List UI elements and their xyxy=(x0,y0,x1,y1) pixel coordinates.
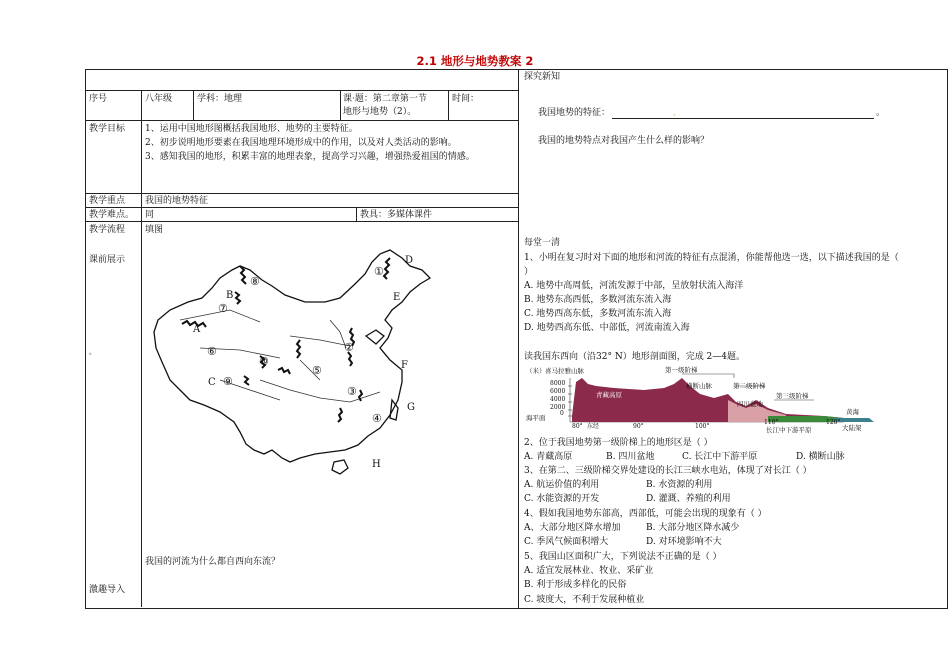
question-2: 2、位于我国地势第一级阶梯上的地形区是（ ） xyxy=(524,438,713,448)
row-divider xyxy=(85,120,518,121)
seq-label: 序号 xyxy=(89,94,108,104)
feature-question: 我国地势的特征： xyxy=(538,108,611,118)
topic-line1: 课·题：第二章第一节 xyxy=(343,94,427,104)
map-label-F: F xyxy=(401,360,408,371)
q4-option-b: B. 大部分地区降水减少 xyxy=(646,523,740,533)
profile-lon-90: 90° xyxy=(633,423,644,430)
section-preview: 课前展示 xyxy=(89,255,126,265)
question-1: 1、小明在复习时对下面的地形和河流的特征有点混淆，你能帮他选一选，以下描述我国的是（ xyxy=(524,253,899,263)
profile-peak-label: 喜马拉雅山脉 xyxy=(545,367,584,375)
flow-label: 教学流程 xyxy=(89,225,126,235)
feature-answer-line xyxy=(612,118,874,119)
china-outline-map xyxy=(140,240,440,490)
river-question: 我国的河流为什么都自西向东流？ xyxy=(145,557,281,567)
profile-lon-110: 110° xyxy=(764,419,779,426)
section-intro: 激趣导入 xyxy=(89,585,126,595)
objective-1: 1、运用中国地形图概括我国地形、地势的主要特征。 xyxy=(145,124,358,134)
q5-option-c: C. 坡度大，不利于发展种植业 xyxy=(524,595,645,605)
key-point-label: 教学重点 xyxy=(89,196,126,206)
profile-yellow-sea: 黄海 xyxy=(846,408,859,416)
map-number-4: ④ xyxy=(372,412,382,425)
subject: 学科：地理 xyxy=(197,94,243,104)
profile-height-2000: 2000 xyxy=(550,404,566,411)
profile-intro: 读我国东西向（沿32° N）地形剖面图，完成 2—4题。 xyxy=(524,352,746,362)
map-label-B: B xyxy=(226,290,234,301)
map-number-2: ② xyxy=(344,341,354,354)
explore-heading: 探究新知 xyxy=(524,72,561,82)
profile-height-8000: 8000 xyxy=(550,380,566,387)
cell-divider xyxy=(193,90,194,120)
profile-step2: 第二级阶梯 xyxy=(733,382,766,390)
map-number-8: ⑧ xyxy=(250,275,260,288)
profile-nanjing: 南京 xyxy=(790,405,803,413)
objectives-label: 教学目标 xyxy=(89,124,126,134)
q3-option-c: C. 水能资源的开发 xyxy=(524,494,600,504)
grade: 八年级 xyxy=(145,94,173,104)
map-label-H: H xyxy=(372,459,381,470)
question-4: 4、假如我国地势东部高，西部低，可能会出现的现象有（ ） xyxy=(524,509,767,519)
q5-option-a: A. 适宜发展林业、牧业、采矿业 xyxy=(524,566,654,576)
key-point-value: 我国的地势特征 xyxy=(145,196,209,206)
q1-option-b: B. 地势东高西低，多数河流东流入海 xyxy=(524,295,672,305)
dot-mark: 。 xyxy=(89,348,96,356)
q4-option-a: A、大部分地区降水增加 xyxy=(524,523,621,533)
map-number-6: ⑥ xyxy=(207,345,217,358)
q1-option-a: A. 地势中高周低，河流发源于中部，呈放射状流入海洋 xyxy=(524,281,744,291)
profile-east-lon: 东经 xyxy=(587,423,600,430)
q2-option-b: B. 四川盆地 xyxy=(606,452,655,462)
profile-shelf: 大陆架 xyxy=(842,424,862,432)
map-number-5: ⑤ xyxy=(312,364,322,377)
column-divider xyxy=(518,69,519,608)
profile-basin: 四川盆地 xyxy=(737,400,763,408)
q4-option-c: C. 季风气候面积增大 xyxy=(524,537,609,547)
map-number-1: ① xyxy=(374,265,384,278)
map-label-A: A xyxy=(193,324,201,335)
influence-question: 我国的地势特点对我国产生什么样的影响？ xyxy=(538,136,710,146)
question-5: 5、我国山区面积广大，下列说法不正确的是（ ） xyxy=(524,552,722,562)
cell-divider xyxy=(448,90,449,120)
q3-option-d: D. 灌溉、养殖的利用 xyxy=(646,494,731,504)
q3-option-a: A. 航运价值的利用 xyxy=(524,480,600,490)
profile-height-4000: 4000 xyxy=(550,396,566,403)
profile-hengduan: 横断山脉 xyxy=(686,382,712,390)
topic-line2: 地形与地势（2）。 xyxy=(343,107,417,117)
map-number-9: ⑨ xyxy=(223,375,233,388)
map-number-10: ⑩ xyxy=(259,355,269,368)
map-label-C: C xyxy=(208,377,216,388)
q2-option-d: D. 横断山脉 xyxy=(796,452,845,462)
difficulty-value: 同 xyxy=(145,210,155,220)
map-label-E: E xyxy=(393,292,401,303)
profile-step3: 第三级阶梯 xyxy=(776,392,809,400)
teaching-tools: 教具：多媒体课件 xyxy=(360,210,433,220)
page-title: 2.1 地形与地势教案 2 xyxy=(416,54,534,68)
topic-dot: · xyxy=(352,94,355,104)
practice-heading: 每堂一清 xyxy=(524,238,561,248)
question-3: 3、在第二、三级阶梯交界处建设的长江三峡水电站，体现了对长江（ ） xyxy=(524,466,812,476)
question-1-end: ） xyxy=(524,267,534,277)
q1-option-c: C. 地势西高东低，多数河流东流入海 xyxy=(524,309,672,319)
map-label-D: D xyxy=(405,255,414,266)
feature-end: 。 xyxy=(876,108,886,118)
q3-option-b: B. 水资源的利用 xyxy=(646,480,713,490)
time-label: 时间： xyxy=(452,94,480,104)
profile-plain: 长江中下游平原 xyxy=(766,426,812,434)
map-number-3: ③ xyxy=(347,385,357,398)
profile-lon-80: 80° xyxy=(572,423,583,430)
objective-3: 3、感知我国的地形，积累丰富的地理表象，提高学习兴趣，增强热爱祖国的情感。 xyxy=(145,152,475,162)
profile-lon-120: 120° xyxy=(826,419,841,426)
q5-option-b: B. 利于形成多样化的民俗 xyxy=(524,580,627,590)
profile-height-0: 0 xyxy=(560,410,564,417)
cell-divider xyxy=(356,207,357,221)
row-divider xyxy=(85,90,518,91)
profile-height-6000: 6000 xyxy=(550,388,566,395)
profile-sea-level: 海平面 xyxy=(526,414,546,422)
profile-step1: 第一级阶梯 xyxy=(665,366,698,374)
fill-map-label: 填图 xyxy=(145,225,164,235)
cell-divider xyxy=(340,90,341,120)
profile-lon-100: 100° xyxy=(695,423,710,430)
difficulty-label: 教学难点。 xyxy=(89,210,135,220)
map-number-7: ⑦ xyxy=(218,302,228,315)
q1-option-d: D. 地势西高东低、中部低，河流南流入海 xyxy=(524,323,690,333)
map-label-G: G xyxy=(407,402,415,413)
objective-2: 2、初步说明地形要素在我国地理环境形成中的作用，以及对人类活动的影响。 xyxy=(145,138,457,148)
profile-plateau: 青藏高原 xyxy=(596,391,622,399)
q2-option-c: C. 长江中下游平原 xyxy=(682,452,758,462)
q4-option-d: D. 对环境影响不大 xyxy=(646,537,722,547)
q2-option-a: A. 青藏高原 xyxy=(524,452,573,462)
feature-dot: 。 xyxy=(673,109,680,117)
profile-unit: （米） xyxy=(526,367,546,375)
